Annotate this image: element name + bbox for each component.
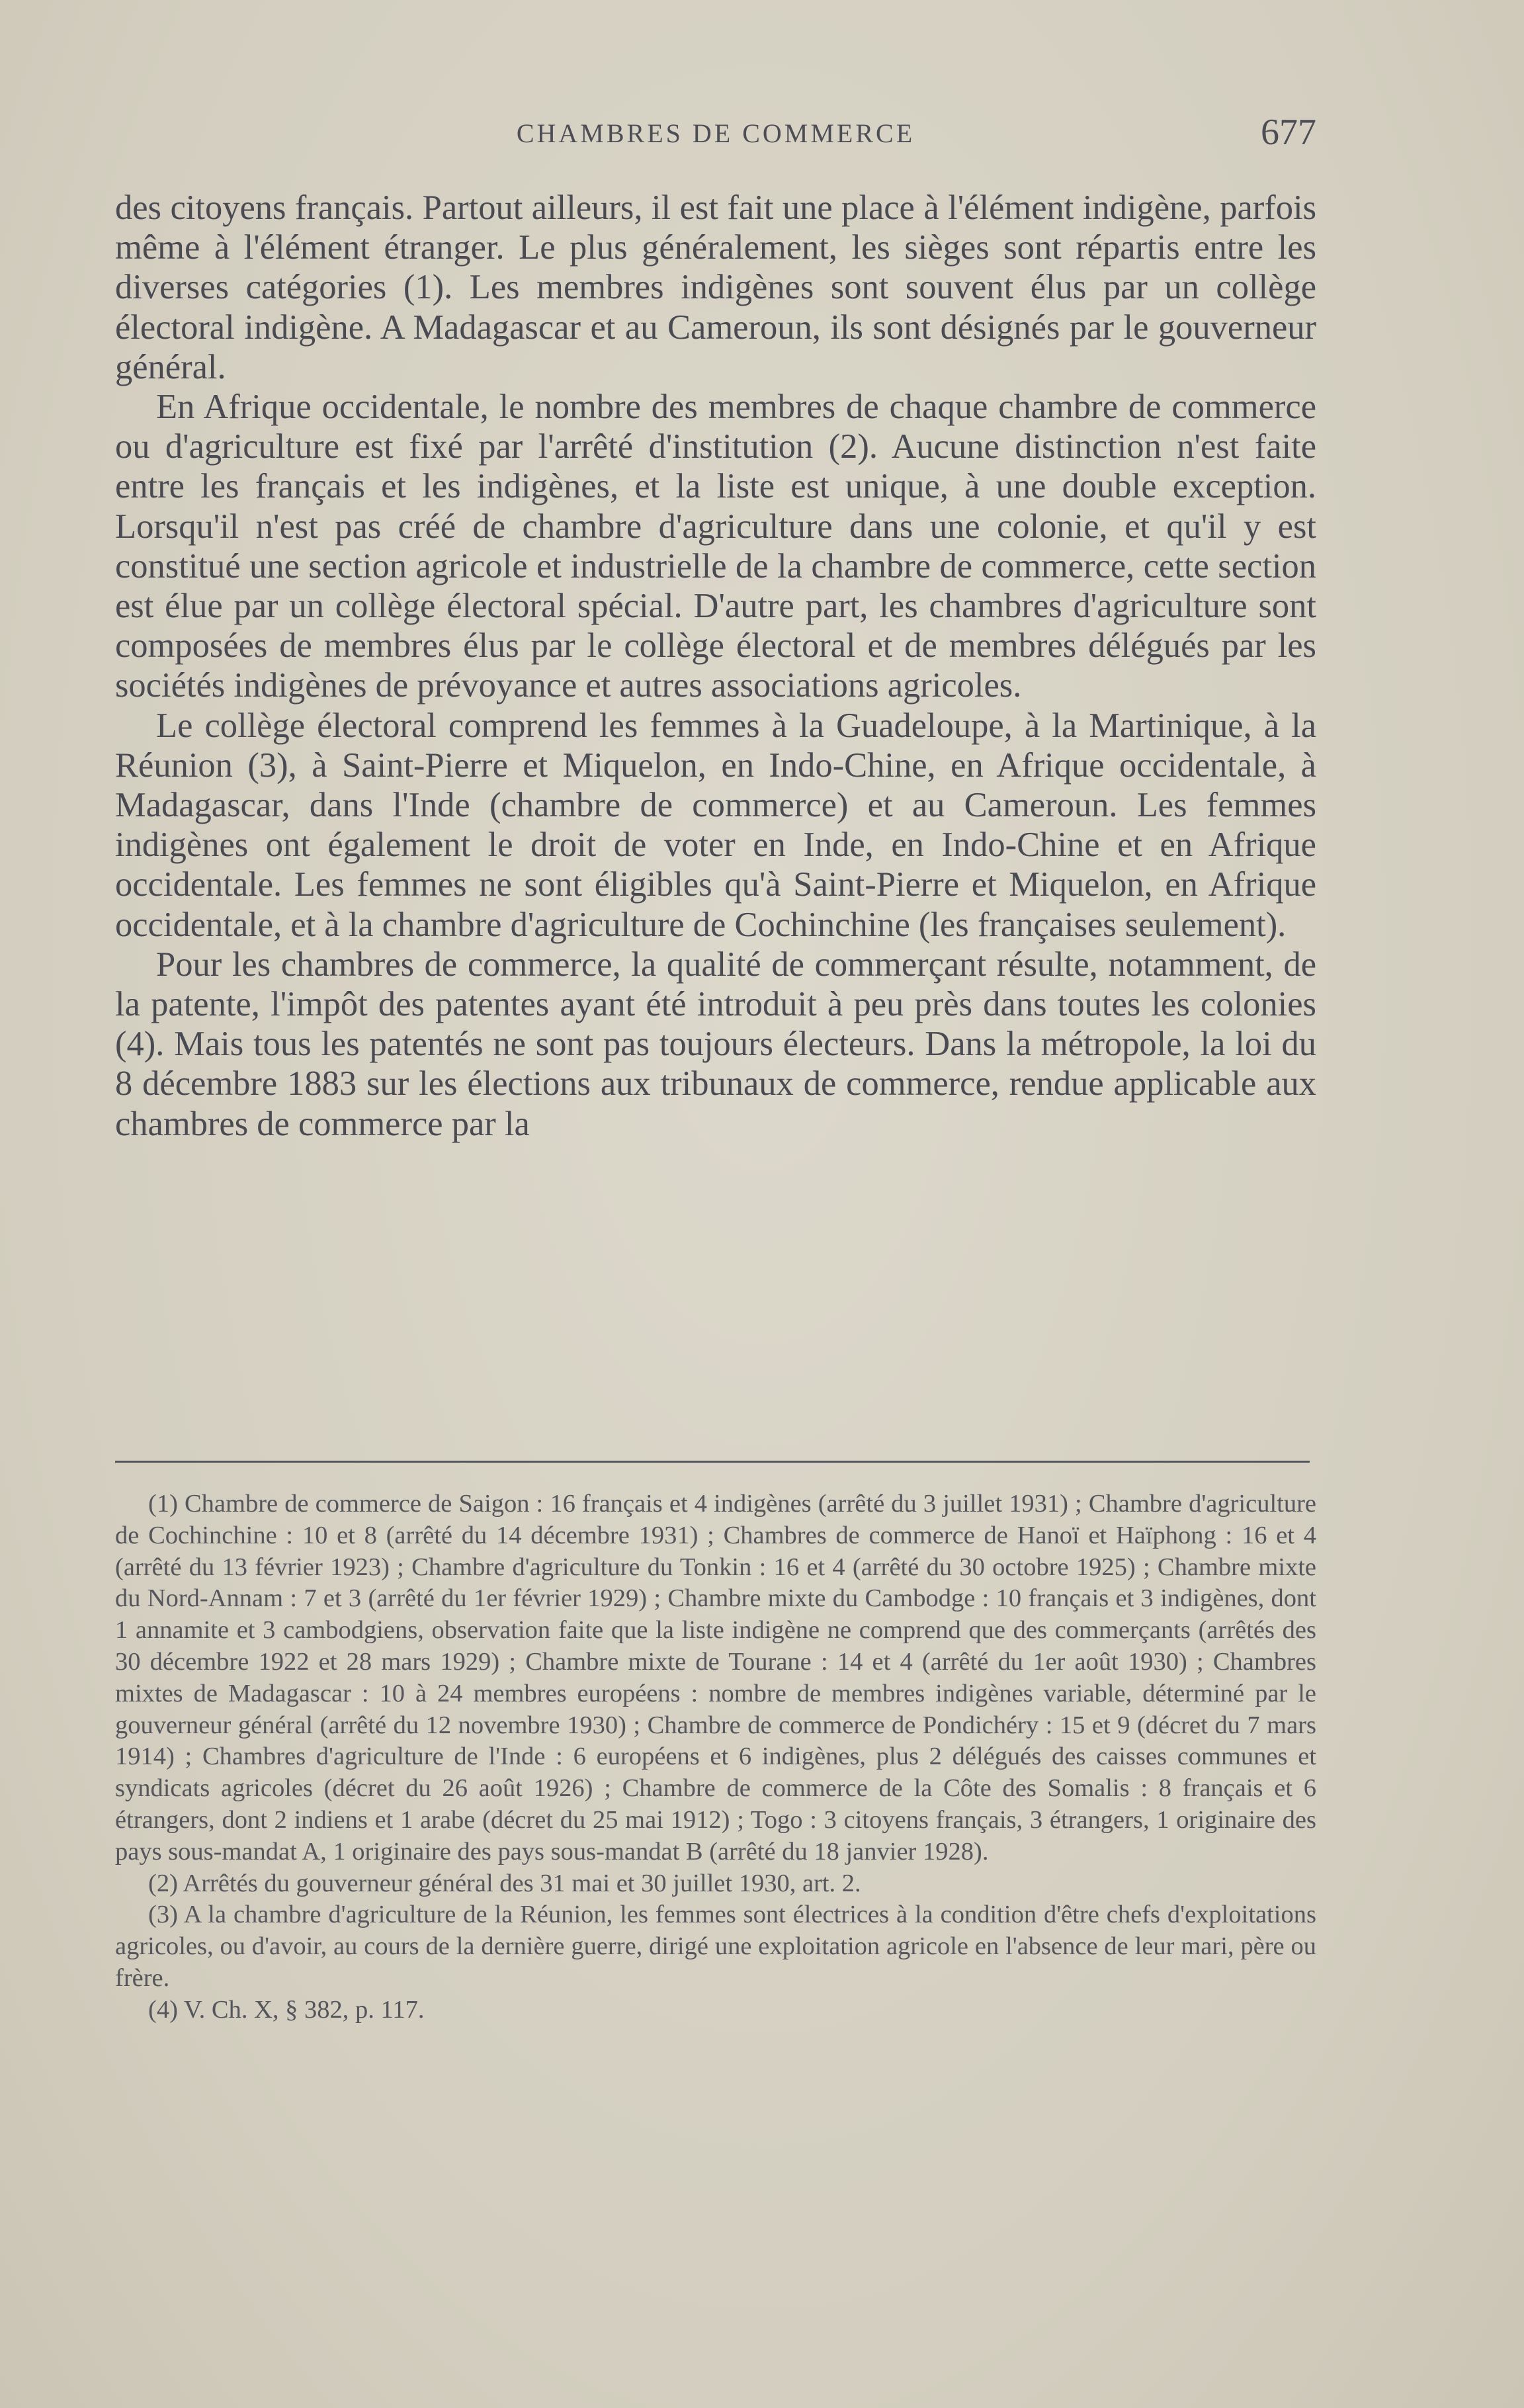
footnote: (4) V. Ch. X, § 382, p. 117.: [148, 1995, 425, 2024]
footnotes: [115, 1488, 1316, 2026]
running-title: CHAMBRES DE COMMERCE: [516, 118, 915, 148]
page-header: [115, 111, 1316, 157]
footnote-divider: [115, 1461, 1310, 1463]
paragraph: des citoyens français. Partout ailleurs, il est fait une place à l'élément indigène, parfois même à l'élément étranger. Le plus généralement, les sièges sont répartis entre les diverses catégories (1). Les membres indigènes sont souvent élus par un collège électoral indigène. A Madagascar et au Cameroun, ils sont désignés par le gouverneur général.: [115, 189, 1316, 386]
footnote: (3) A la chambre d'agriculture de la Réunion, les femmes sont électrices à la condition d'être chefs d'exploitations agricoles, ou d'avoir, au cours de la dernière guerre, dirigé une exploitation agricole en l'absence de leur mari, père ou frère.: [115, 1901, 1316, 1992]
paragraph: Pour les chambres de commerce, la qualité de commerçant résulte, notamment, de la patente, l'impôt des patentes ayant été introduit à peu près dans toutes les colonies (4). Mais tous les patentés ne sont pas toujours électeurs. Dans la métropole, la loi du 8 décembre 1883 sur les élections aux tribunaux de commerce, rendue applicable aux chambres de commerce par la: [115, 945, 1316, 1143]
page-number: 677: [1261, 112, 1316, 153]
footnote: (2) Arrêtés du gouverneur général des 31 mai et 30 juillet 1930, art. 2.: [148, 1869, 861, 1897]
footnote: (1) Chambre de commerce de Saigon : 16 français et 4 indigènes (arrêté du 3 juillet 1931) ; Chambre d'agriculture de Cochinchine : 10 et 8 (arrêté du 14 décembre 1931) ; Chambres de commerce de Hanoï et Haïphong : 16 et 4 (arrêté du 13 février 1923) ; Chambre d'agriculture du Tonkin : 16 et 4 (arrêté du 30 octobre 1925) ; Chambre mixte du Nord-Annam : 7 et 3 (arrêté du 1er février 1929) ; Chambre mixte du Cambodge : 10 français et 3 indigènes, dont 1 annamite et 3 cambodgiens, observation faite que la liste indigène ne comprend que des commerçants (arrêtés des 30 décembre 1922 et 28 mars 1929) ; Chambre mixte de Tourane : 14 et 4 (arrêté du 1er août 1930) ; Chambres mixtes de Madagascar : 10 à 24 membres européens : nombre de membres indigènes variable, déterminé par le gouverneur général (arrêté du 12 novembre 1930) ; Chambre de commerce de Pondichéry : 15 et 9 (décret du 7 mars 1914) ; Chambres d'agriculture de l'Inde : 6 européens et 6 indigènes, plus 2 délégués des caisses communes et syndicats agricoles (décret du 26 août 1926) ; Chambre de commerce de la Côte des Somalis : 8 français et 6 étrangers, dont 2 indiens et 1 arabe (décret du 25 mai 1912) ; Togo : 3 citoyens français, 3 étrangers, 1 originaire des pays sous-mandat A, 1 originaire des pays sous-mandat B (arrêté du 18 janvier 1928).: [115, 1490, 1316, 1866]
paragraph: En Afrique occidentale, le nombre des membres de chaque chambre de commerce ou d'agriculture est fixé par l'arrêté d'institution (2). Aucune distinction n'est faite entre les français et les indigènes, et la liste est unique, à une double exception. Lorsqu'il n'est pas créé de chambre d'agriculture dans une colonie, et qu'il y est constitué une section agricole et industrielle de la chambre de commerce, cette section est élue par un collège électoral spécial. D'autre part, les chambres d'agriculture sont composées de membres élus par le collège électoral et de membres délégués par les sociétés indigènes de prévoyance et autres associations agricoles.: [115, 388, 1316, 705]
body-text: [115, 188, 1316, 1144]
paragraph: Le collège électoral comprend les femmes à la Guadeloupe, à la Martinique, à la Réunion (3), à Saint-Pierre et Miquelon, en Indo-Chine, en Afrique occidentale, à Madagascar, dans l'Inde (chambre de commerce) et au Cameroun. Les femmes indigènes ont également le droit de voter en Inde, en Indo-Chine et en Afrique occidentale. Les femmes ne sont éligibles qu'à Saint-Pierre et Miquelon, en Afrique occidentale, et à la chambre d'agriculture de Cochinchine (les françaises seulement).: [115, 706, 1316, 944]
